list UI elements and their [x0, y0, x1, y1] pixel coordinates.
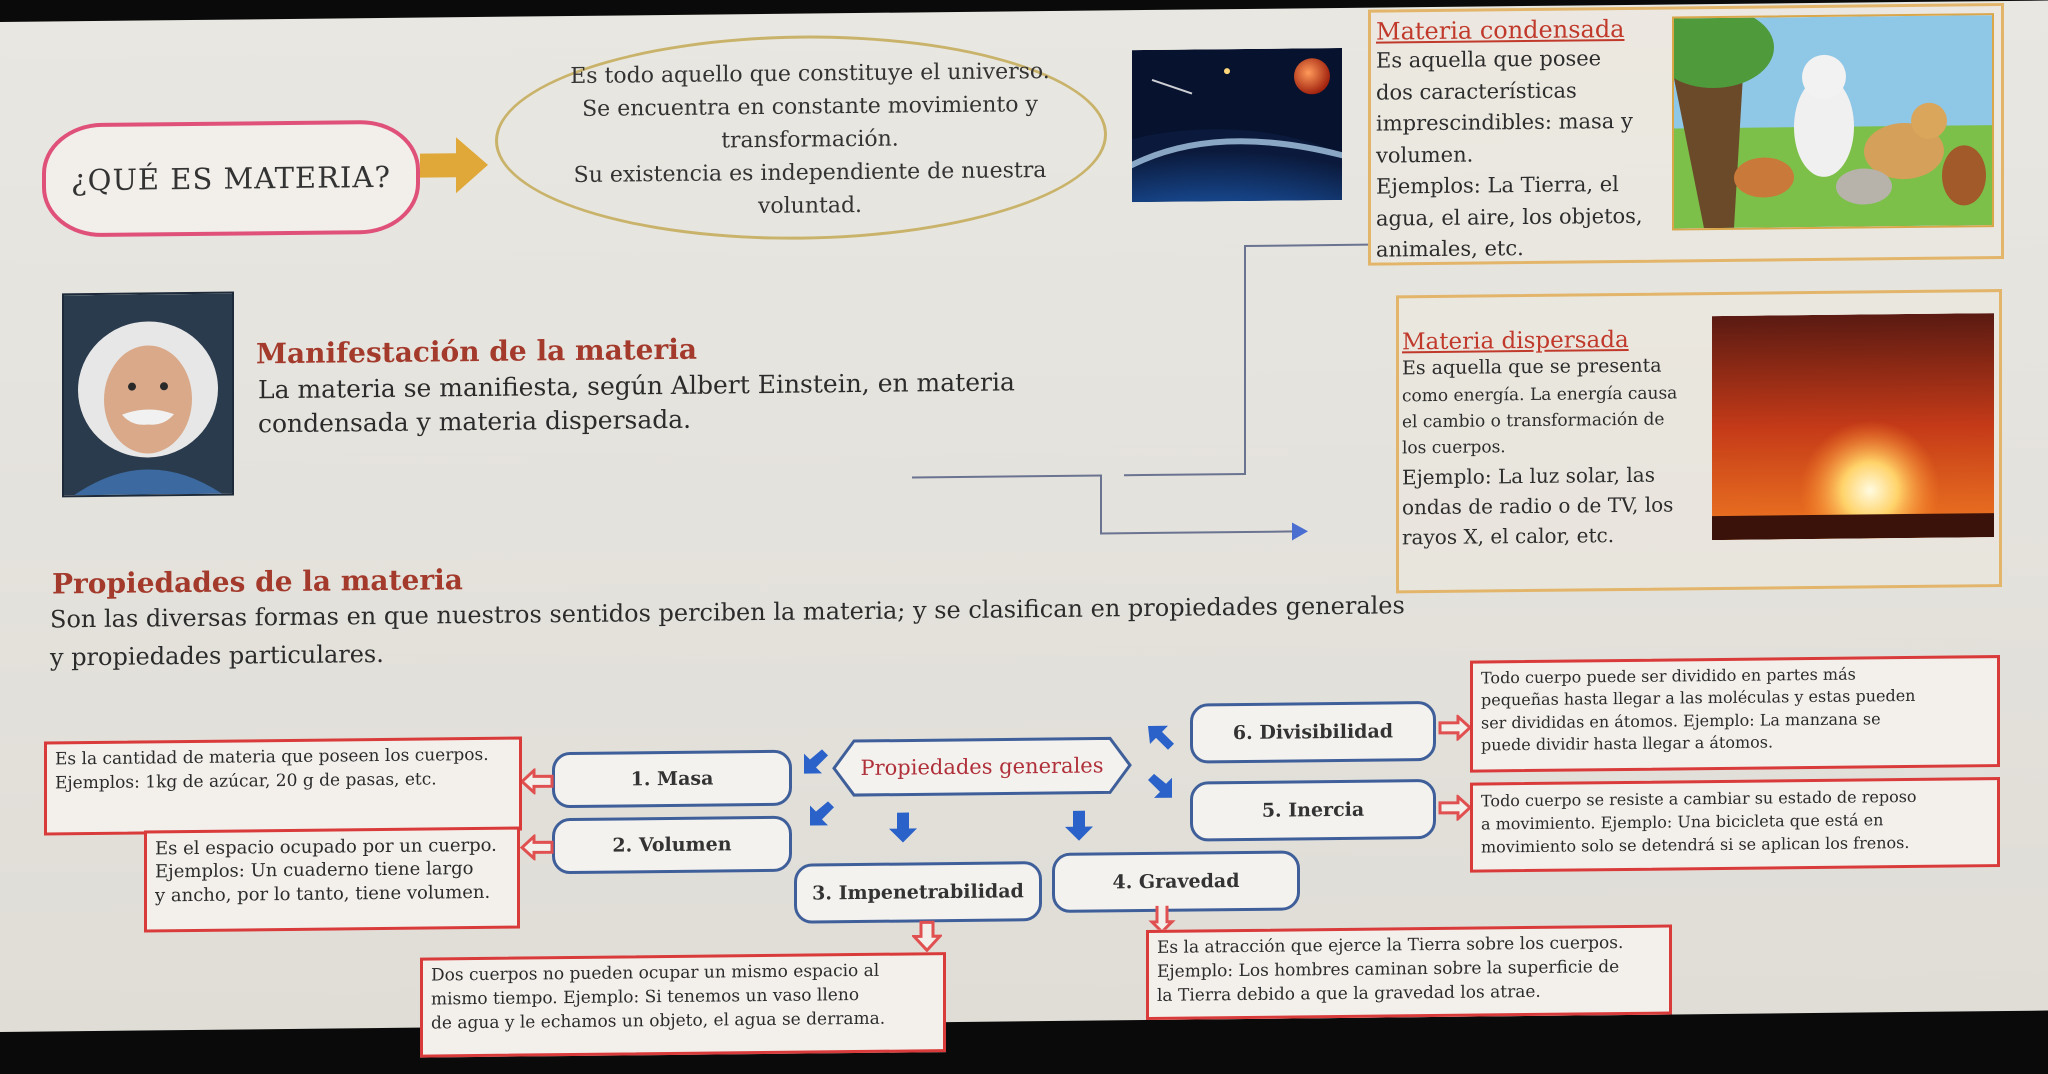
description-line: Es el espacio ocupado por un cuerpo. — [155, 834, 497, 860]
divisibilidad-pill: 6. Divisibilidad — [1190, 701, 1436, 764]
condensada-text — [1376, 15, 1666, 267]
impenetrabilidad-description — [420, 952, 946, 1058]
arrow-head-icon — [1292, 522, 1308, 540]
description-line: pequeñas hasta llegar a las moléculas y estas pueden — [1481, 686, 1916, 710]
connector-line — [1124, 473, 1246, 476]
description-line: mismo tiempo. Ejemplo: Si tenemos un vaso lleno — [431, 984, 860, 1010]
description-line: Es la cantidad de materia que poseen los cuerpos. — [55, 744, 489, 770]
red-arrow-icon — [1438, 795, 1472, 821]
center-label: Propiedades generales — [860, 753, 1104, 780]
description-line: a movimiento. Ejemplo: Una bicicleta que está en — [1481, 810, 1884, 834]
definition-line: Es todo aquello que constituye el universo. — [570, 59, 1050, 90]
definition-line: voluntad. — [757, 192, 863, 220]
red-arrow-icon — [520, 768, 554, 794]
blue-arrow-icon — [1064, 811, 1094, 841]
description-line: Ejemplos: 1kg de azúcar, 20 g de pasas, etc. — [55, 769, 437, 794]
definition-line: Se encuentra en constante movimiento y — [582, 92, 1038, 122]
dispersada-line: como energía. La energía causa — [1402, 382, 1678, 406]
masa-description — [44, 737, 522, 836]
impenetrabilidad-pill: 3. Impenetrabilidad — [794, 861, 1042, 924]
blue-arrow-icon — [888, 812, 918, 842]
sunset-photo — [1712, 313, 1994, 540]
manifestacion-title: Manifestación de la materia — [256, 332, 698, 371]
connector-line — [1244, 247, 1246, 475]
definition-text — [540, 55, 1080, 226]
condensada-line: imprescindibles: masa y — [1376, 108, 1633, 136]
dispersada-line: rayos X, el calor, etc. — [1402, 522, 1615, 549]
earth-space-image — [1132, 48, 1342, 202]
red-arrow-icon — [912, 920, 942, 952]
description-line: Todo cuerpo puede ser dividido en partes más — [1481, 664, 1856, 688]
animals-photo — [1672, 13, 1994, 230]
dispersada-line: Es aquella que se presenta — [1402, 354, 1662, 380]
volumen-pill: 2. Volumen — [552, 816, 792, 875]
volumen-description — [144, 827, 520, 933]
gravedad-pill: 4. Gravedad — [1052, 850, 1300, 913]
inercia-pill: 5. Inercia — [1190, 779, 1436, 842]
gravedad-description — [1146, 924, 1672, 1020]
dispersada-title: Materia dispersada — [1402, 326, 1629, 356]
connector-line — [1100, 530, 1296, 534]
dispersada-line: Ejemplo: La luz solar, las — [1402, 462, 1655, 489]
propiedades-line: Son las diversas formas en que nuestros sentidos perciben la materia; y se clasifican en propiedades generales — [50, 591, 1405, 634]
description-line: movimiento solo se detendrá si se aplican los frenos. — [1481, 833, 1910, 857]
description-line: Ejemplos: Un cuaderno tiene largo — [155, 858, 474, 883]
condensada-line: Ejemplos: La Tierra, el — [1376, 172, 1619, 199]
condensada-line: Es aquella que posee — [1376, 46, 1602, 73]
blue-arrow-icon — [806, 799, 836, 829]
condensada-line: agua, el aire, los objetos, — [1376, 203, 1643, 231]
einstein-portrait — [62, 292, 234, 498]
condensada-line: animales, etc. — [1376, 236, 1524, 262]
red-arrow-icon — [1438, 715, 1472, 741]
propiedades-line: y propiedades particulares. — [50, 639, 384, 672]
masa-pill: 1. Masa — [552, 750, 792, 809]
manifestacion-line: condensada y materia dispersada. — [258, 404, 692, 439]
title-cloud — [42, 120, 420, 238]
red-arrow-icon — [1146, 906, 1178, 930]
blue-arrow-icon — [1146, 722, 1176, 752]
description-line: puede dividir hasta llegar a átomos. — [1481, 732, 1774, 755]
dispersada-line: ondas de radio o de TV, los — [1402, 492, 1674, 519]
condensada-line: dos características — [1376, 77, 1577, 105]
description-line: Dos cuerpos no pueden ocupar un mismo espacio al — [431, 960, 880, 986]
inercia-description — [1470, 777, 2000, 873]
description-line: la Tierra debido a que la gravedad los atrae. — [1157, 981, 1541, 1006]
definition-line: transformación. — [721, 126, 899, 154]
description-line: de agua y le echamos un objeto, el agua se derrama. — [431, 1008, 886, 1034]
description-line: Ejemplo: Los hombres caminan sobre la superficie de — [1157, 956, 1620, 982]
condensada-line: volumen. — [1376, 142, 1474, 168]
manifestacion-line: La materia se manifiesta, según Albert Einstein, en materia — [258, 367, 1015, 405]
connector-line — [1100, 474, 1102, 534]
description-line: ser divididas en átomos. Ejemplo: La manzana se — [1481, 709, 1881, 733]
dispersada-line: el cambio o transformación de — [1402, 409, 1665, 433]
connector-line — [1244, 244, 1368, 247]
textbook-page — [0, 1, 2048, 1032]
blue-arrow-icon — [800, 747, 830, 777]
propiedades-title: Propiedades de la materia — [52, 563, 463, 601]
connector-line — [912, 474, 1102, 478]
page-title: ¿QUÉ ES MATERIA? — [71, 159, 391, 198]
red-arrow-icon — [520, 834, 554, 860]
description-line: Es la atracción que ejerce la Tierra sobre los cuerpos. — [1157, 932, 1624, 958]
dispersada-line: los cuerpos. — [1402, 437, 1506, 459]
description-line: y ancho, por lo tanto, tiene volumen. — [155, 881, 491, 907]
blue-arrow-icon — [1146, 772, 1176, 802]
divisibilidad-description — [1470, 655, 2000, 773]
dispersada-text — [1402, 326, 1712, 552]
arrow-right-icon — [420, 137, 488, 194]
condensada-title: Materia condensada — [1376, 14, 1625, 46]
definition-line: Su existencia es independiente de nuestra — [573, 158, 1047, 188]
description-line: Todo cuerpo se resiste a cambiar su estado de reposo — [1481, 786, 1917, 811]
